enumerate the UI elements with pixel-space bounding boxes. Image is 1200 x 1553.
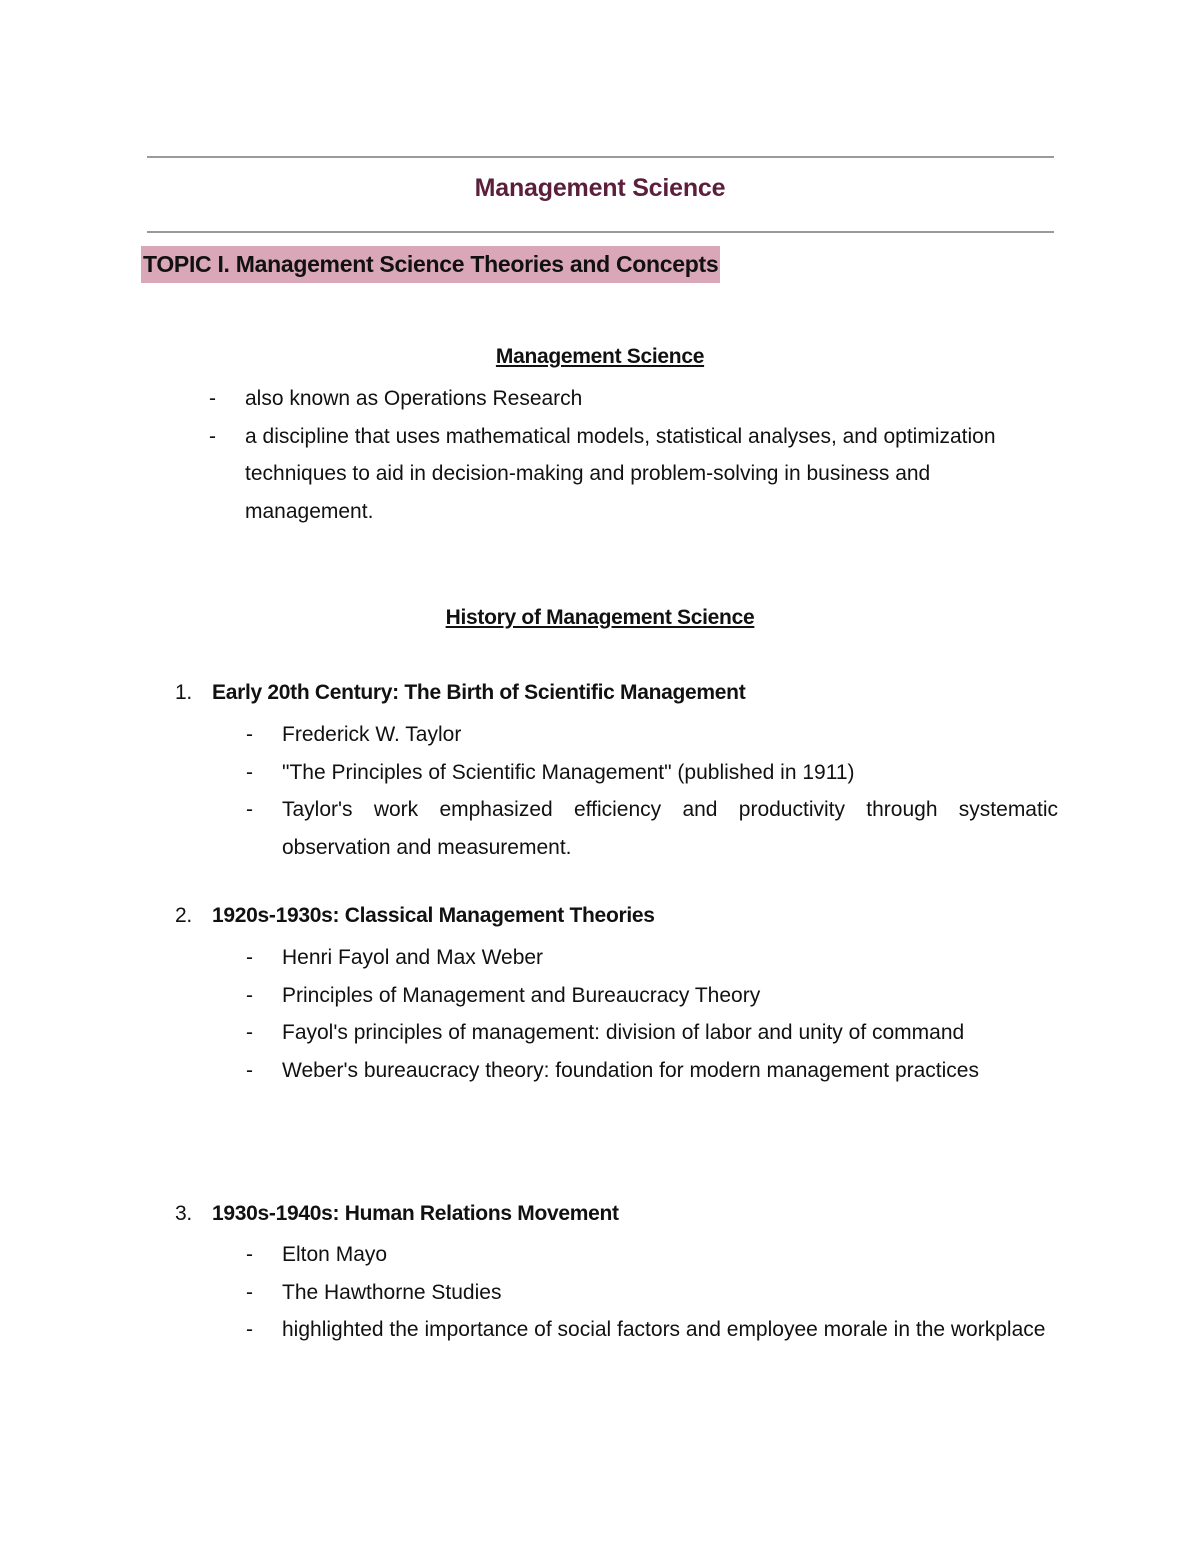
history-heading: History of Management Science (445, 606, 755, 629)
dash-bullet: - (246, 1021, 253, 1044)
topic-heading: TOPIC I. Management Science Theories and Concepts (141, 246, 720, 283)
list-item (212, 1014, 1058, 1052)
history-section-1-title (175, 681, 745, 705)
section-title: 1930s-1940s: Human Relations Movement (212, 1202, 619, 1225)
definition-heading: Management Science (495, 345, 705, 368)
dash-bullet: - (246, 983, 253, 1007)
dash-bullet: - (246, 723, 253, 746)
dash-bullet: - (246, 1243, 253, 1266)
history-section-3-list (212, 1236, 1058, 1349)
list-item-text: The Hawthorne Studies (282, 1280, 502, 1304)
list-item-text: Weber's bureaucracy theory: foundation for modern management practices (282, 1058, 979, 1082)
list-item (175, 418, 1025, 531)
bottom-divider (147, 231, 1054, 233)
list-item (212, 1274, 1058, 1312)
list-item (175, 380, 1025, 418)
list-item (212, 1052, 1058, 1090)
list-item-text: Taylor's work emphasized efficiency and productivity through systematic observation and measurement. (282, 798, 1058, 859)
list-item (212, 977, 1058, 1015)
section-number: 2. (175, 904, 192, 927)
definition-list (175, 380, 1025, 530)
list-item-text: highlighted the importance of social factors and employee morale in the workplace (282, 1318, 1046, 1341)
list-item-text: Henri Fayol and Max Weber (282, 946, 544, 969)
dash-bullet: - (209, 387, 216, 410)
history-section-3-title (175, 1202, 619, 1226)
list-item (212, 791, 1058, 866)
list-item-text: Principles of Management and Bureaucracy Theory (282, 983, 761, 1007)
list-item (212, 1311, 1058, 1349)
list-item (212, 716, 1058, 754)
document-title: Management Science (474, 174, 726, 202)
dash-bullet: - (246, 1058, 253, 1082)
section-number: 1. (175, 681, 192, 704)
list-item-text: Fayol's principles of management: division of labor and unity of command (282, 1021, 965, 1044)
history-section-1-list (212, 716, 1058, 866)
list-item-text: a discipline that uses mathematical models, statistical analyses, and optimization techniques to aid in decision-making and problem-solving in business and management. (245, 424, 996, 523)
list-item-text: Frederick W. Taylor (282, 723, 462, 746)
dash-bullet: - (246, 798, 253, 821)
list-item-text: also known as Operations Research (245, 387, 583, 410)
list-item-text: "The Principles of Scientific Management" (published in 1911) (282, 760, 855, 784)
history-section-2-list (212, 939, 1058, 1089)
dash-bullet: - (246, 1280, 253, 1304)
section-number: 3. (175, 1202, 192, 1225)
dash-bullet: - (209, 424, 216, 448)
dash-bullet: - (246, 1318, 253, 1341)
section-title: Early 20th Century: The Birth of Scientific Management (212, 681, 746, 704)
list-item-text: Elton Mayo (282, 1243, 388, 1266)
top-divider (147, 156, 1054, 158)
list-item (212, 939, 1058, 977)
list-item (212, 1236, 1058, 1274)
section-title: 1920s-1930s: Classical Management Theories (212, 904, 655, 927)
list-item (212, 754, 1058, 792)
history-section-2-title (175, 904, 655, 928)
dash-bullet: - (246, 760, 253, 784)
dash-bullet: - (246, 946, 253, 969)
